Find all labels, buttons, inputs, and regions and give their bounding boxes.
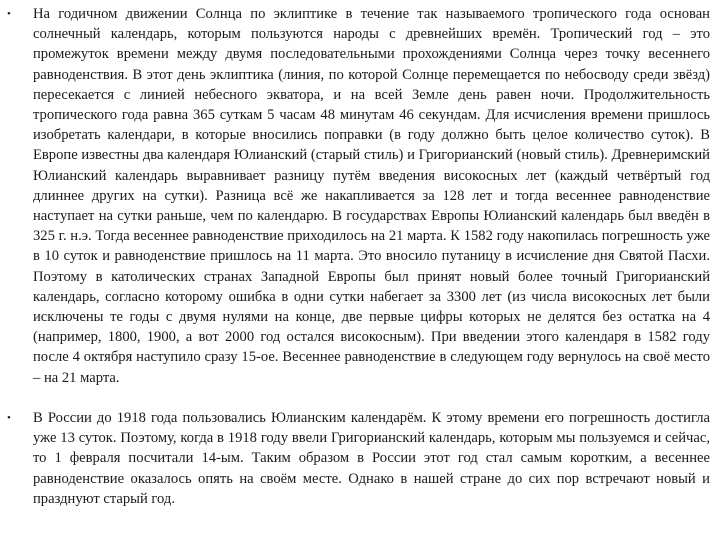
bullet-icon: • <box>7 8 11 20</box>
paragraph-solar-calendar: На годичном движении Солнца по эклиптике в течение так называемого тропического года основан солнечный календарь, которым пользуются народы с древнейших времён. Тропический год – это промежуток времени между двумя последовательными прохождениями Солнца через точку весеннего равноденствия. В этот день эклиптика (линия, по которой Солнце перемещается по небосводу среди звёзд) пересекается с линией небесного экватора, и на всей Земле день равен ночи. Продолжительность тропического года равна 365 суткам 5 часам 48 минутам 46 секундам. Для исчисления времени пришлось изобретать календари, в которые вносились поправки (в году должно быть целое количество суток). В Европе известны два календаря Юлианский (старый стиль) и Григорианский (новый стиль). Древнеримский Юлианский календарь выравнивает разницу путём введения високосных лет (каждый четвёртый год длиннее других на сутки). Разница всё же накапливается за 128 лет и тогда весеннее равноденствие наступает на сутки раньше, чем по календарю. В государствах Европы Юлианский календарь был введён в 325 г. н.э. Тогда весеннее равноденствие приходилось на 21 марта. К 1582 году накопилась погрешность уже в 10 суток и равноденствие пришлось на 11 марта. Это вносило путаницу в исчисление дня Святой Пасхи. Поэтому в католических странах Западной Европы был принят новый более точный Григорианский календарь, согласно которому ошибка в одни сутки набегает за 3300 лет (из числа високосных лет были исключены те годы с двумя нулями на конце, две первые цифры которых не делятся без остатка на 4 (например, 1800, 1900, а вот 2000 год остался високосным). При введении этого календаря в 1582 году после 4 октября наступило сразу 15-ое. Весеннее равноденствие в следующем году вернулось на своё место – на 21 марта. <box>33 6 710 386</box>
bullet-icon: • <box>7 412 11 424</box>
paragraph-russia-calendar: В России до 1918 года пользовались Юлианским календарём. К этому времени его погрешность достигла уже 13 суток. Поэтому, когда в 1918 году ввели Григорианский календарь, которым мы пользуемся и сейчас, то 1 февраля посчитали 14-ым. Таким образом в России этот год стал самым коротким, а весеннее равноденствие оказалось опять на своём месте. Однако в нашей стране до сих пор встречают новый и празднуют старый год. <box>33 410 710 507</box>
